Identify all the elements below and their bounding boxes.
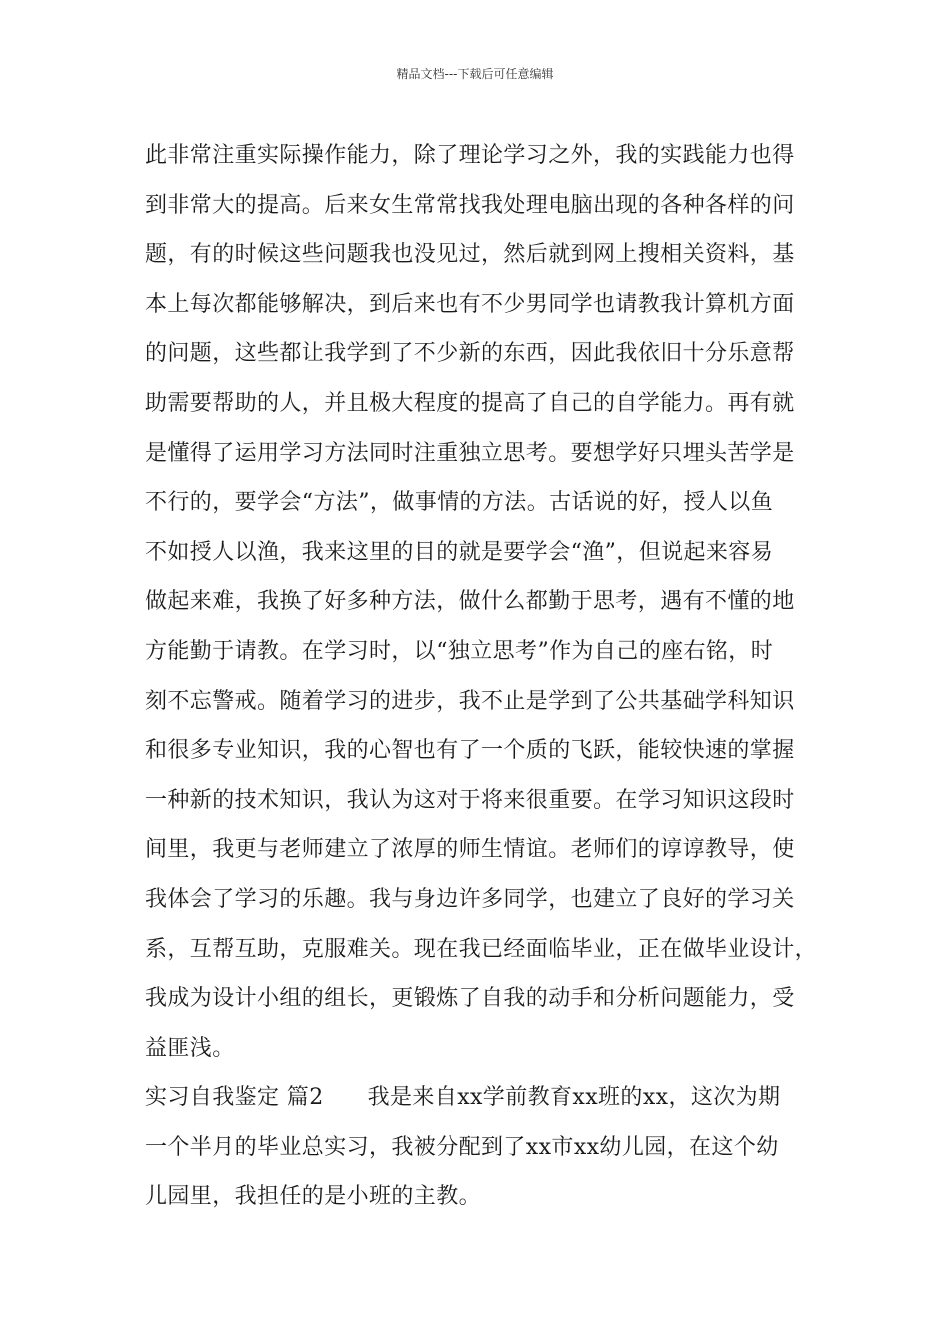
text-line: 我成为设计小组的组长，更锻炼了自我的动手和分析问题能力，受 <box>145 986 795 1012</box>
section-first-text: 我是来自xx学前教育xx班的xx，这次为期 <box>367 1085 781 1111</box>
text-line: 不如授人以渔，我来这里的目的就是要学会“渔”，但说起来容易 <box>145 539 774 565</box>
section-heading-line <box>145 1073 825 1123</box>
text-line: 做起来难，我换了好多种方法，做什么都勤于思考，遇有不懂的地 <box>145 589 795 615</box>
text-line: 不行的，要学会“方法”，做事情的方法。古话说的好，授人以鱼 <box>145 490 774 516</box>
text-line: 和很多专业知识，我的心智也有了一个质的飞跃，能较快速的掌握 <box>145 738 795 764</box>
text-line: 刻不忘警戒。随着学习的进步，我不止是学到了公共基础学科知识 <box>145 688 795 714</box>
text-line: 的问题，这些都让我学到了不少新的东西，因此我依旧十分乐意帮 <box>145 341 795 367</box>
text-line: 间里，我更与老师建立了浓厚的师生情谊。老师们的谆谆教导，使 <box>145 837 795 863</box>
text-line: 此非常注重实际操作能力，除了理论学习之外，我的实践能力也得 <box>145 143 795 168</box>
text-line: 是懂得了运用学习方法同时注重独立思考。要想学好只埋头苦学是 <box>145 440 795 466</box>
document-body <box>145 131 825 1222</box>
text-line: 我体会了学习的乐趣。我与身边许多同学，也建立了良好的学习关 <box>145 886 795 912</box>
section-heading: 实习自我鉴定 篇2 <box>145 1085 324 1111</box>
text-line: 助需要帮助的人，并且极大程度的提高了自己的自学能力。再有就 <box>145 390 795 416</box>
text-line: 题，有的时候这些问题我也没见过，然后就到网上搜相关资料，基 <box>145 242 795 268</box>
text-line: 方能勤于请教。在学习时，以“独立思考”作为自己的座右铭，时 <box>145 638 774 664</box>
text-line: 益匪浅。 <box>145 1035 235 1061</box>
text-line: 系，互帮互助，克服难关。现在我已经面临毕业，正在做毕业设计， <box>145 936 818 962</box>
text-line: 一个半月的毕业总实习，我被分配到了xx市xx幼儿园，在这个幼 <box>145 1134 779 1160</box>
text-line: 本上每次都能够解决，到后来也有不少男同学也请教我计算机方面 <box>145 291 795 317</box>
page-header: 精品文档---下载后可任意编辑 <box>396 67 554 81</box>
text-line: 一种新的技术知识，我认为这对于将来很重要。在学习知识这段时 <box>145 787 795 813</box>
text-line: 儿园里，我担任的是小班的主教。 <box>145 1184 482 1210</box>
text-line: 到非常大的提高。后来女生常常找我处理电脑出现的各种各样的问 <box>145 192 795 218</box>
